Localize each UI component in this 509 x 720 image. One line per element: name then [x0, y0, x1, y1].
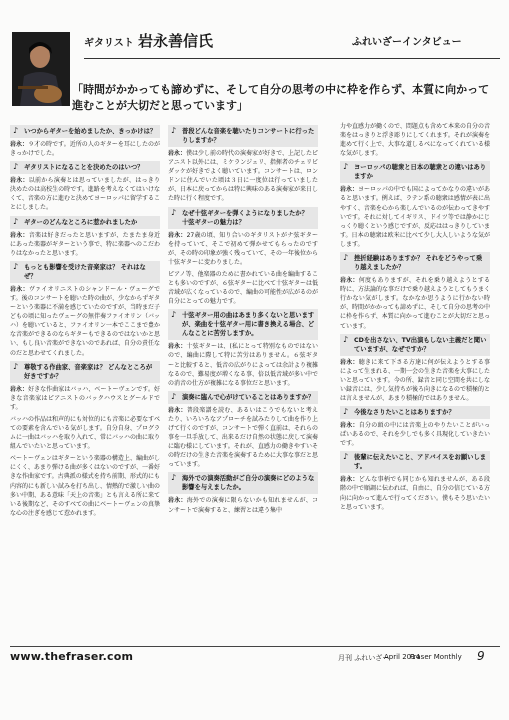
speaker-label: 岩永： [10, 141, 29, 148]
portrait-photo [12, 32, 70, 106]
answer-text [340, 276, 490, 331]
question-heading: ♪ ヨーロッパの聴衆と日本の聴衆との違いはありますか [340, 161, 490, 183]
magazine-name: Fraser Monthly [410, 653, 462, 661]
answer-text [340, 122, 490, 158]
answer-text [10, 176, 160, 212]
answer-text [10, 415, 160, 451]
answer-text [10, 231, 160, 258]
answer-body: 僕は少し前の時代の演奏家が好きで、上記したピアニスト以外には、ミケランジェリ、指揮者のチェリビダッケが好きでよく聴いています。コンサートは、ロンドンに住んでいた頃は３日に一度位は行っていましたが、日本に戻ってからは特に興味のある演奏家が来日した時に行く程度です。 [168, 150, 319, 203]
answer-text [340, 185, 490, 249]
answer-body: ヨーロッパの中でも国によってかなりの違いがあると思います。例えば、ラテン系の聴衆は感情が表に出やすく、音楽を心から楽しんでいるのが伝わってきやすいです。それに対してイギリス、ドイツ等では静かにじっくり聴くという感じですが、反応ははっきりしています。日本の聴衆は欧米に比べて少し大人しいような気がします。 [340, 186, 491, 248]
speaker-label: 岩永： [168, 150, 187, 157]
answer-text [10, 140, 160, 158]
speaker-label: 岩永： [168, 231, 187, 239]
answer-text [168, 406, 318, 470]
question-heading: ♪ なぜ十弦ギターを弾くようになりましたか？ 十弦ギターの魅力は？ [168, 207, 318, 229]
answer-body: 以前から演奏とは思っていましたが、はっきり決めたのは高校生の時です。進路を考えなくてはいけなくて、音楽の方に進むと決めてヨーロッパに留学することにしました。 [10, 177, 160, 212]
issue-label: 月刊 ふれいざー [338, 654, 390, 662]
answer-body: バッハの作品は和声的にも対位的にも音楽に必要なすべての要素を含んでいる気がします。自分自身、プログラムに一曲はバッハを取り入れて、常にバッハの曲に取り組んでいたいと思っています。 [10, 415, 160, 451]
question-heading: ♪ 海外での演奏活動がご自分の演奏にどのような影響を与えましたか。 [168, 472, 318, 494]
footer-divider [10, 646, 500, 647]
page-number: 9 [477, 649, 485, 663]
question-heading: ♪ もっとも影響を受けた音楽家は？ それはなぜ？ [10, 261, 160, 283]
speaker-label: 岩永： [10, 231, 29, 239]
interviewee-role: ギタリスト [84, 38, 134, 49]
answer-text [10, 385, 160, 412]
speaker-label: 岩永： [340, 358, 359, 366]
answer-body: ピアノ等、他楽器のために書かれている曲を編曲することも多いのですが、６弦ギターに比べて十弦ギターは低音域が広くなっているので、編曲の可能性が広がるのが自分にとっての魅力です。 [168, 270, 318, 306]
question-heading: ♪ ギタリストになることを決めたのはいつ？ [10, 161, 160, 174]
answer-body: 十弦ギターは、(私にとって特別なものではないので、編曲に際して特に苦労はありません。６弦ギターと比較すると、低音の広がりによっては余計より複雑なるので、難易度が増くなる事、倍以低音域が多い中での消音の仕方が複雑になる事位だと思います。 [168, 343, 319, 387]
question-heading: ♪ 挫折経験はありますか？ それをどうやって乗り越えましたか？ [340, 252, 490, 274]
interviewee-name: 岩永善信氏 [138, 32, 214, 50]
speaker-label: 岩永： [340, 476, 359, 484]
series-title: ふれいざーインタビュー [352, 37, 462, 48]
header-divider [84, 58, 500, 59]
question-heading: ♪ 十弦ギター用の曲はあまり多くないと思いますが、楽曲を十弦ギター用に書き換える場合、どんなことに苦労しますか。 [168, 309, 318, 340]
answer-text [168, 342, 318, 387]
answer-body: ベートーヴェンはギターという楽器の構造上、編曲がしにくく、あまり弾ける曲が多くはないのですが、一番好きな作曲家です。古典派の様式を持ち前期、形式的にも内容的にも新しい試みを打ち出し、情熱的で激しい曲の多い中期、ある意味「天上の音楽」とも言える所に来ている後期など、そのすべての曲にベートーヴェンの真摯な心の注ぎを感じて惹かれます。 [10, 455, 161, 517]
site-url[interactable]: www.thefraser.com [10, 650, 134, 663]
answer-body: どんな事柄でも同じかも知れませんが、ある段階の中で順調に伝われば、自由に、自分の信じている方向に向かって進んで行ってください。僕もそう思いたいと思っています。 [340, 476, 491, 511]
question-heading: ♪ 尊敬する作曲家、音楽家は？ どんなところが好きですか？ [10, 361, 160, 383]
question-heading: ♪ 後輩に伝えたいこと、アドバイスをお願いします。 [340, 451, 490, 473]
question-heading: ♪ 普段どんな音楽を聴いたりコンサートに行ったりしますか？ [168, 125, 318, 147]
answer-text [340, 421, 490, 448]
speaker-label: 岩永： [168, 497, 187, 505]
issue-month: April 2014 [384, 653, 421, 661]
answer-body: 海外での演奏に限らないかも知れませんが、コンサートで演奏すると、練習とは違う集中 [168, 497, 318, 514]
answer-text [10, 285, 160, 358]
question-heading: ♪ 今後なさりたいことはありますか？ [340, 406, 490, 419]
question-heading: ♪ CDを出さない、TV出演もしない主義だと聞いていますが、なぜですか？ [340, 334, 490, 356]
question-heading: ♪ ギターのどんなところに惹かれましたか [10, 216, 160, 229]
answer-body: ヴァイオリニストのシャンドール・ヴェーグです。後のコンサートを聴いた時の曲が、少なからずギターという楽器に不満を感じていたのですが、当時まだ子どもの頃に知ったヴェーグの無伴奏ファイオリン（バッハ）を聴いていると、ファイオリン一本でここまで豊かな音楽ができるのならギターもできるのではないかと思い、もし良い音楽ができないのであれば、自分の責任なのだと思わせてくれました。 [10, 285, 161, 357]
answer-body: ９才の時です。近所の人のギターを耳にしたのがきっかけでした。 [10, 141, 160, 158]
question-heading: ♪ 演奏に臨んで心がけていることはありますか？ [168, 391, 318, 404]
lead-quote: 「時間がかかっても諦めずに、そして自分の思考の中に枠を作らず、本質に向かって進むことが大切だと思っています」 [72, 83, 490, 112]
speaker-label: 岩永： [10, 177, 29, 185]
column-1 [10, 122, 160, 521]
answer-body: 27歳の頃、知り合いのギタリストがナ弦ギターを持っていて、そこで初めて弾かせてもらったのですが、その時の印象が強く残っていて、その一年後位から十弦ギターに変わりました。 [168, 231, 318, 266]
answer-text [168, 149, 318, 204]
answer-text [168, 270, 318, 306]
answer-body: 好きな作曲家はバッハ、ベートーヴェンです。好きな音楽家はピアニストのバックハウスとグールドです。 [10, 385, 160, 411]
answer-body: 力や直感力が働くので、問題点も含めて本来の自分の音楽をはっきりと浮き彫りにしてくれます。それが演奏を進めて行く上で、大事な道しるべになってくれている様な気がします。 [340, 123, 490, 158]
question-heading: ♪ いつからギターを始めましたか、きっかけは？ [10, 125, 160, 138]
answer-text [340, 358, 490, 403]
answer-body: 聴きに来て下さる方達に何が伝えようとする事によって生まれる、一期一会の生きた音楽を大事にしたいと思っています。今の所、録音と同じ空間を共にしない録音には、少し気持ちが後ろ向きになるので積極的とは言えませんが、あまり積極的ではありません。 [340, 358, 491, 402]
speaker-label: 岩永： [168, 343, 187, 351]
answer-body: 何度もありますが、それを乗り越えようとする時に、方法論的な事だけで乗り越えようとしてもうまく行かない気がします。なかなか思うように行かない時が、時間がかかっても諦めずに、そして自分の思考の中に枠を作らず、本質に向かって進むことが大切だと思っています。 [340, 277, 491, 330]
answer-text [10, 454, 160, 518]
answer-body: 自分の頭の中には音楽上のやりたいことがいっぱいあるので、それを少しでも多く具現化していきたいです。 [340, 422, 490, 448]
speaker-label: 岩永： [340, 277, 359, 285]
speaker-label: 岩永： [340, 186, 359, 194]
answer-body: 音楽は好きだったと思いますが、たまたま身近にあった楽器がギターという事で、特に楽器へのこだわりはなかったと思います。 [10, 231, 160, 257]
answer-body: 普段楽譜を読む、あるいはこうでもないと考えたり、いろいろなアプローチを試みたりして曲を作り上げて行くのですが、コンサートで弾く直前は、それらの事を一旦手放して、出来るだけ自然の状態に戻して演奏に臨む様にしています。それが、直感力の働きやすいその時だけの生きた音楽を演奏するために大事な事だと思っています。 [168, 406, 319, 469]
answer-text [168, 496, 318, 514]
speaker-label: 岩永： [10, 285, 29, 293]
column-3 [340, 122, 490, 515]
speaker-label: 岩永： [168, 406, 187, 414]
answer-text [168, 231, 318, 267]
speaker-label: 岩永： [340, 422, 359, 430]
speaker-label: 岩永： [10, 385, 29, 393]
column-2 [168, 122, 318, 518]
answer-text [340, 475, 490, 511]
